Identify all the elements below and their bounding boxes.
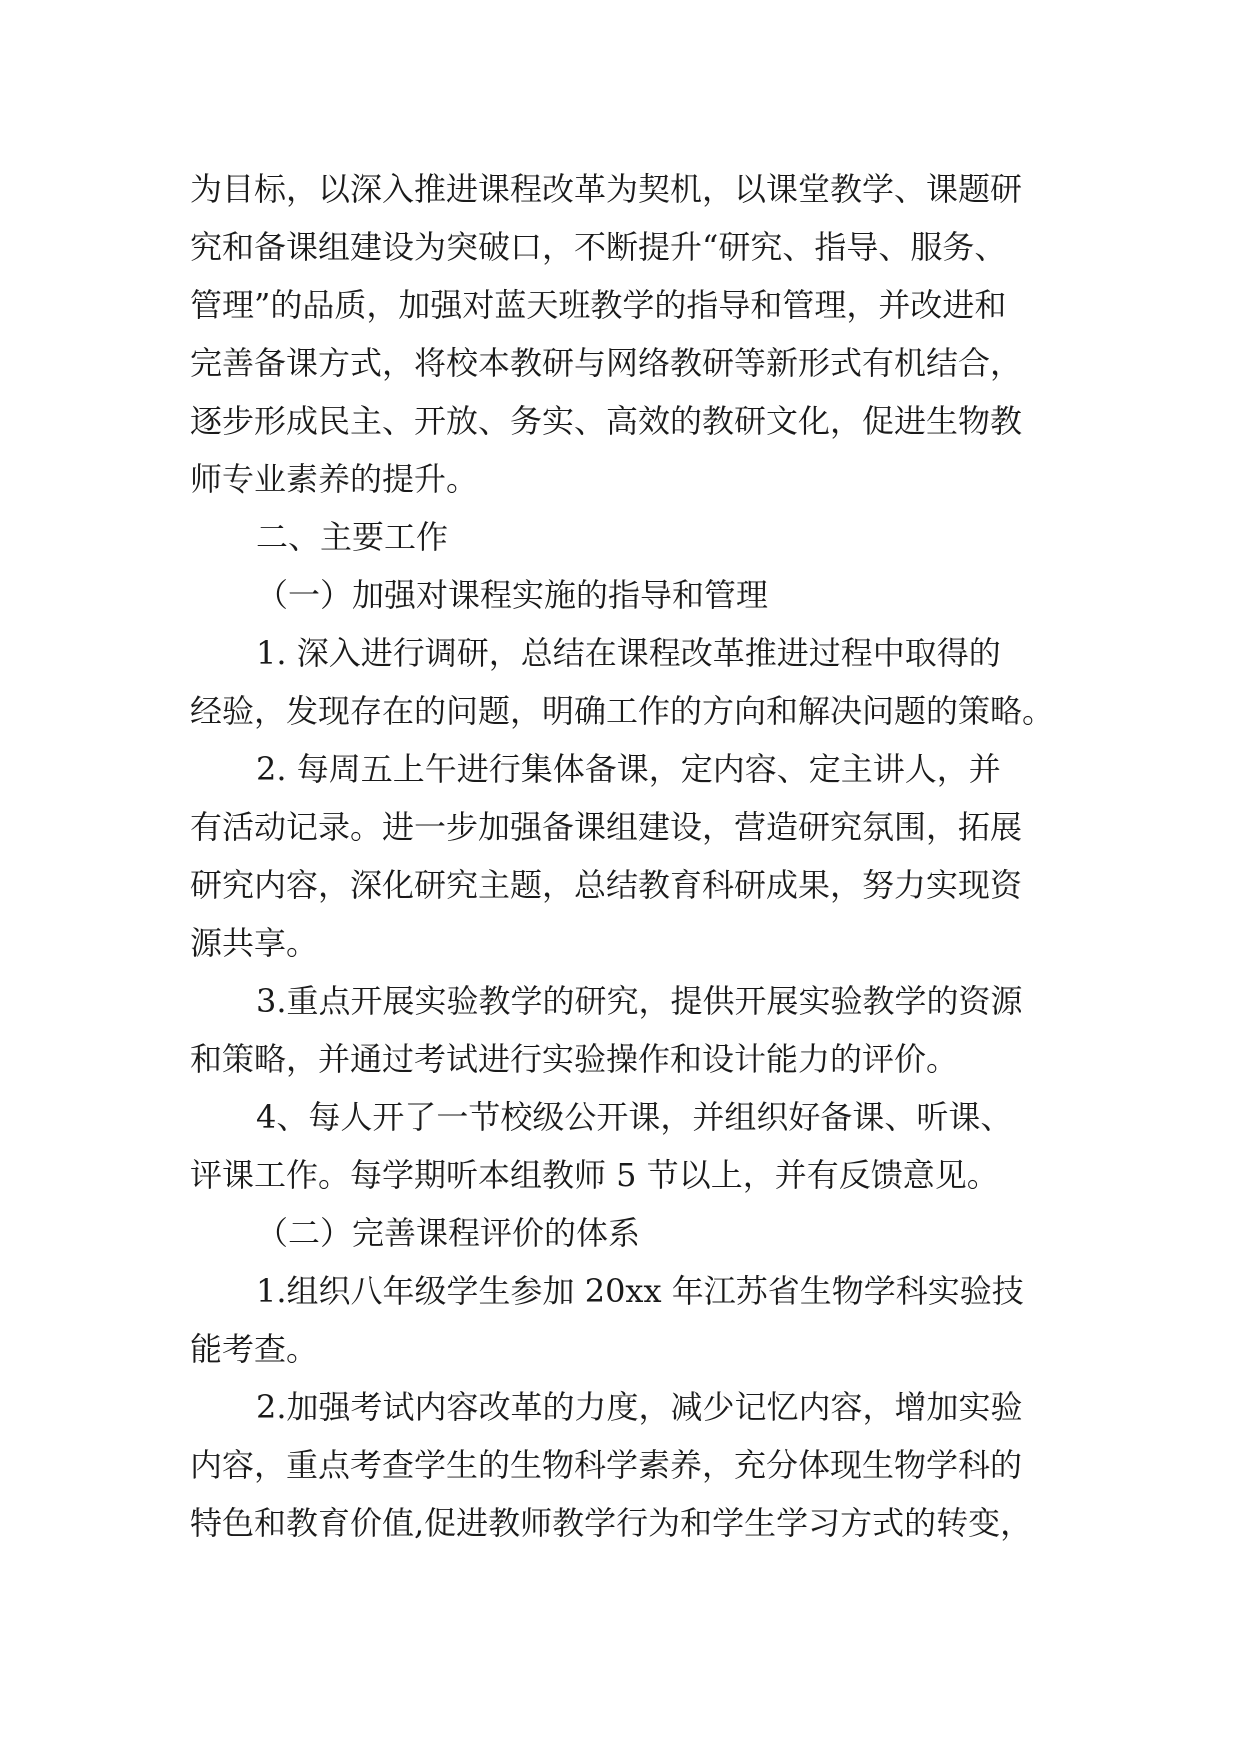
text-line: 完善备课方式，将校本教研与网络教研等新形式有机结合， bbox=[190, 344, 1023, 382]
text-line: 评课工作。每学期听本组教师 5 节以上，并有反馈意见。 bbox=[190, 1156, 999, 1194]
text-line: 经验，发现存在的问题，明确工作的方向和解决问题的策略。 bbox=[190, 692, 1055, 730]
text-line: 4、每人开了一节校级公开课，并组织好备课、听课、 bbox=[256, 1098, 1013, 1136]
text-line: 2.加强考试内容改革的力度，减少记忆内容，增加实验 bbox=[256, 1388, 1023, 1426]
subsection-heading: （一）加强对课程实施的指导和管理 bbox=[256, 576, 769, 614]
text-line: 究和备课组建设为突破口，不断提升“研究、指导、服务、 bbox=[190, 228, 1007, 266]
text-line: 1. 深入进行调研，总结在课程改革推进过程中取得的 bbox=[256, 634, 1001, 672]
text-line: 有活动记录。进一步加强备课组建设，营造研究氛围，拓展 bbox=[190, 808, 1023, 846]
text-line: 内容，重点考查学生的生物科学素养，充分体现生物学科的 bbox=[190, 1446, 1023, 1484]
subsection-heading: （二）完善课程评价的体系 bbox=[256, 1214, 641, 1252]
text-line: 特色和教育价值,促进教师教学行为和学生学习方式的转变， bbox=[190, 1504, 1033, 1542]
text-line: 和策略，并通过考试进行实验操作和设计能力的评价。 bbox=[190, 1040, 959, 1078]
text-line: 3.重点开展实验教学的研究，提供开展实验教学的资源 bbox=[256, 982, 1023, 1020]
text-line: 研究内容，深化研究主题，总结教育科研成果，努力实现资 bbox=[190, 866, 1023, 904]
text-line: 1.组织八年级学生参加 20xx 年江苏省生物学科实验技 bbox=[256, 1272, 1024, 1310]
section-heading: 二、主要工作 bbox=[256, 518, 449, 556]
text-line: 能考查。 bbox=[190, 1330, 319, 1368]
text-line: 逐步形成民主、开放、务实、高效的教研文化，促进生物教 bbox=[190, 402, 1023, 440]
text-line: 师专业素养的提升。 bbox=[190, 460, 479, 498]
text-line: 为目标，以深入推进课程改革为契机，以课堂教学、课题研 bbox=[190, 170, 1023, 208]
text-line: 管理”的品质，加强对蓝天班教学的指导和管理，并改进和 bbox=[190, 286, 1007, 324]
text-line: 源共享。 bbox=[190, 924, 319, 962]
text-line: 2. 每周五上午进行集体备课，定内容、定主讲人，并 bbox=[256, 750, 1001, 788]
